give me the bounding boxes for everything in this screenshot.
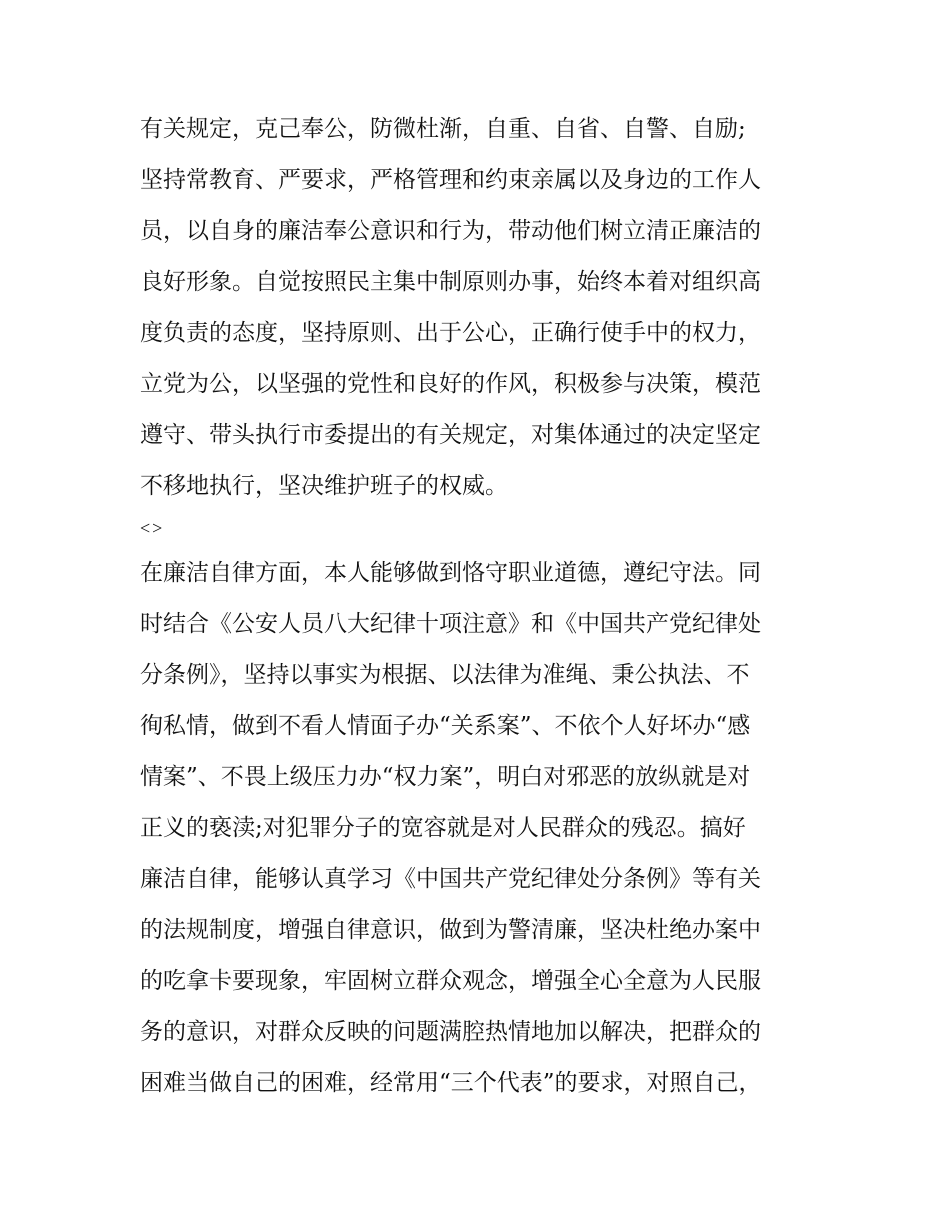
paragraph-2 bbox=[140, 548, 820, 1109]
paragraph-1-line: 度负责的态度，坚持原则、出于公心，正确行使手中的权力， bbox=[140, 320, 761, 346]
paragraph-1 bbox=[140, 104, 820, 512]
paragraph-1-line: 不移地执行，坚决维护班子的权威。 bbox=[140, 473, 508, 499]
paragraph-1-line: 有关规定，克己奉公，防微杜渐，自重、自省、自警、自励; bbox=[140, 116, 746, 142]
paragraph-2-line: 廉洁自律，能够认真学习《中国共产党纪律处分条例》等有关 bbox=[140, 866, 761, 892]
paragraph-2-line: 的法规制度，增强自律意识，做到为警清廉，坚决杜绝办案中 bbox=[140, 917, 761, 943]
paragraph-1-line: 立党为公，以坚强的党性和良好的作风，积极参与决策，模范 bbox=[140, 371, 761, 397]
paragraph-1-line: 良好形象。自觉按照民主集中制原则办事，始终本着对组织高 bbox=[140, 269, 761, 295]
paragraph-2-line: 徇私情，做到不看人情面子办“关系案”、不依个人好坏办“感 bbox=[140, 713, 751, 739]
paragraph-2-line: 情案”、不畏上级压力办“权力案”，明白对邪恶的放纵就是对 bbox=[140, 764, 751, 790]
paragraph-2-line: 正义的亵渎;对犯罪分子的宽容就是对人民群众的残忍。搞好 bbox=[140, 815, 746, 841]
paragraph-2-line: 时结合《公安人员八大纪律十项注意》和《中国共产党纪律处 bbox=[140, 611, 761, 637]
paragraph-2-line: 困难当做自己的困难，经常用“三个代表”的要求，对照自己， bbox=[140, 1070, 762, 1096]
paragraph-1-line: 坚持常教育、严要求，严格管理和约束亲属以及身边的工作人 bbox=[140, 167, 761, 193]
paragraph-2-line: 的吃拿卡要现象，牢固树立群众观念，增强全心全意为人民服 bbox=[140, 968, 761, 994]
paragraph-1-line: 遵守、带头执行市委提出的有关规定，对集体通过的决定坚定 bbox=[140, 422, 761, 448]
section-separator: <> bbox=[140, 518, 165, 538]
paragraph-2-line: 分条例》，坚持以事实为根据、以法律为准绳、秉公执法、不 bbox=[140, 662, 750, 688]
paragraph-2-line: 务的意识，对群众反映的问题满腔热情地加以解决，把群众的 bbox=[140, 1019, 761, 1045]
paragraph-2-line: 在廉洁自律方面，本人能够做到恪守职业道德，遵纪守法。同 bbox=[140, 560, 761, 586]
paragraph-1-line: 员，以自身的廉洁奉公意识和行为，带动他们树立清正廉洁的 bbox=[140, 218, 761, 244]
